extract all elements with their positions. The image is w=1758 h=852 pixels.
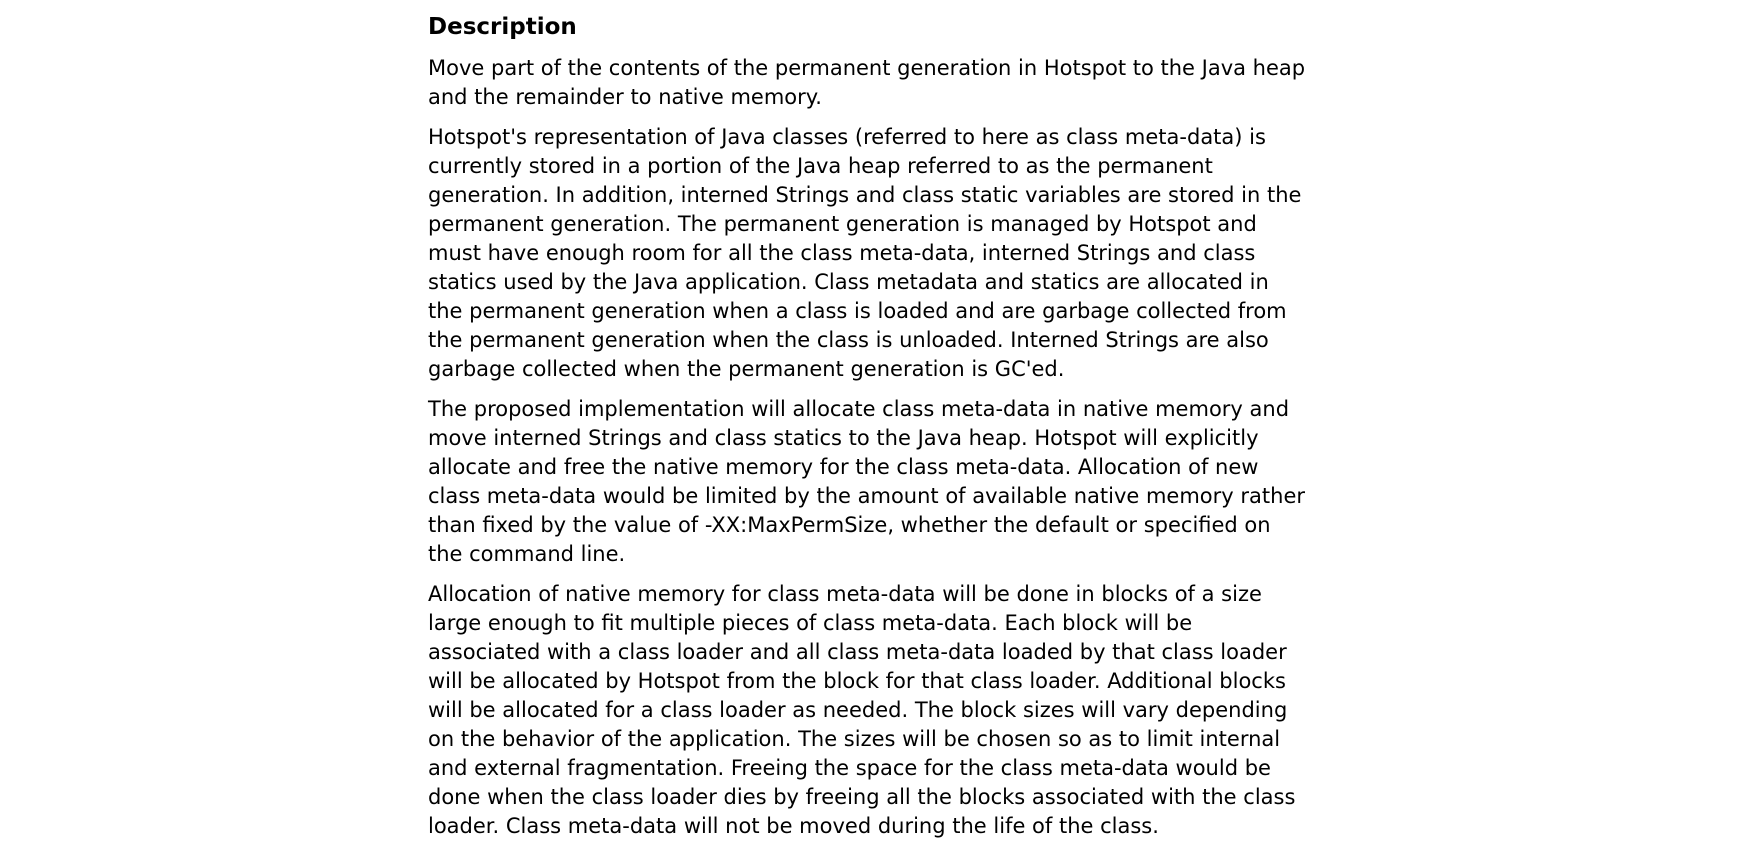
paragraph-proposed-implementation: The proposed implementation will allocate class meta-data in native memory and move interned Strings and class statics to the Java heap. Hotspot will explicitly allocate and free the native memory for the class meta-data. Allocation of new class meta-data would be limited by the amount of available native memory rather than fixed by the value of -XX:MaxPermSize, whether the default or specified on the command line. [428, 397, 1305, 566]
section-heading-description: Description [428, 14, 577, 40]
paragraph-native-allocation: Allocation of native memory for class meta-data will be done in blocks of a size large enough to fit multiple pieces of class meta-data. Each block will be associated with a class loader and all class meta-data loaded by that class loader will be allocated by Hotspot from the block for that class loader. Additional blocks will be allocated for a class loader as needed. The block sizes will vary depending on the behavior of the application. The sizes will be chosen so as to limit internal and external fragmentation. Freeing the space for the class meta-data would be done when the class loader dies by freeing all the blocks associated with the class loader. Class meta-data will not be moved during the life of the class. [428, 582, 1296, 838]
document-content [428, 12, 1308, 852]
paragraph-current-representation: Hotspot's representation of Java classes (referred to here as class meta-data) is currently stored in a portion of the Java heap referred to as the permanent generation. In addition, interned Strings and class static variables are stored in the permanent generation. The permanent generation is managed by Hotspot and must have enough room for all the class meta-data, interned Strings and class statics used by the Java application. Class metadata and statics are allocated in the permanent generation when a class is loaded and are garbage collected from the permanent generation when the class is unloaded. Interned Strings are also garbage collected when the permanent generation is GC'ed. [428, 125, 1302, 381]
paragraph-summary: Move part of the contents of the permanent generation in Hotspot to the Java heap and the remainder to native memory. [428, 56, 1306, 109]
